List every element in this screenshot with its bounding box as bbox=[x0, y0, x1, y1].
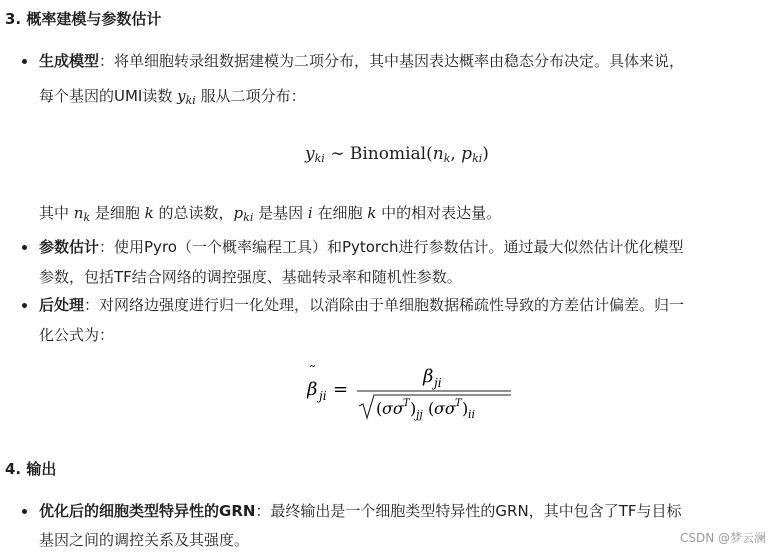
text-fragment: 其中 bbox=[39, 204, 74, 222]
bullet-output-grn bbox=[39, 501, 681, 521]
svg-text:ji: ji bbox=[434, 376, 442, 390]
bullet-dot bbox=[22, 509, 27, 514]
svg-text:σσ: σσ bbox=[382, 399, 404, 418]
svg-text:ji: ji bbox=[319, 389, 327, 403]
text-fragment: 中的相对表达量。 bbox=[376, 204, 502, 222]
text-fragment: 的总读数， bbox=[153, 204, 234, 222]
section-4-heading: 4. 输出 bbox=[5, 460, 57, 478]
bullet-text: ：对网络边强度进行归一化处理，以消除由于单细胞数据稀疏性导致的方差估计偏差。归一 bbox=[84, 296, 685, 314]
bullet-dot bbox=[22, 245, 27, 250]
bullet-generative-model-line2 bbox=[39, 86, 306, 106]
normalization-formula bbox=[307, 362, 527, 427]
bullet-text: ：使用Pyro（一个概率编程工具）和Pytorch进行参数估计。通过最大似然估计优化模型 bbox=[99, 238, 684, 256]
bullet-post-processing-line2: 化公式为： bbox=[39, 326, 115, 344]
bullet-post-processing bbox=[39, 295, 684, 315]
svg-text:σσ: σσ bbox=[434, 399, 456, 418]
bullet-label: 优化后的细胞类型特异性的GRN bbox=[39, 502, 256, 520]
watermark: CSDN @梦云澜 bbox=[679, 531, 766, 545]
svg-text:T: T bbox=[403, 398, 410, 409]
bullet-text: ：将单细胞转录组数据建模为二项分布，其中基因表达概率由稳态分布决定。具体来说， bbox=[99, 52, 685, 70]
svg-text:): ) bbox=[462, 399, 469, 418]
normalization-formula-svg bbox=[307, 362, 527, 422]
bullet-parameter-estimation bbox=[39, 237, 684, 257]
math-k: k bbox=[144, 204, 154, 222]
bullet-dot bbox=[22, 59, 27, 64]
bullet-output-grn-line2: 基因之间的调控关系及其强度。 bbox=[39, 531, 250, 549]
text-fragment: 是细胞 bbox=[90, 204, 145, 222]
svg-text:β: β bbox=[307, 379, 318, 400]
svg-text:jj: jj bbox=[416, 408, 423, 421]
svg-text:ii: ii bbox=[468, 408, 476, 421]
svg-text:(: ( bbox=[428, 399, 435, 418]
text-fragment: 在细胞 bbox=[312, 204, 368, 222]
svg-text:β: β bbox=[423, 366, 434, 387]
bullet-generative-model bbox=[39, 51, 684, 71]
bullet-parameter-estimation-line2: 参数，包括TF结合网络的调控强度、基础转录率和随机性参数。 bbox=[39, 268, 462, 286]
svg-text:(: ( bbox=[376, 399, 383, 418]
bullet-dot bbox=[22, 303, 27, 308]
section-3-heading: 3. 概率建模与参数估计 bbox=[5, 10, 162, 28]
bullet-label: 后处理 bbox=[39, 296, 85, 314]
svg-text:T: T bbox=[455, 398, 462, 409]
math-y-ki: $y_{ki}$ bbox=[177, 87, 196, 107]
math-p-ki: $p_{ki}$ bbox=[233, 204, 254, 224]
svg-text:˜: ˜ bbox=[309, 364, 316, 380]
svg-text:=: = bbox=[333, 379, 349, 400]
bullet-text: ：最终输出是一个细胞类型特异性的GRN，其中包含了TF与目标 bbox=[255, 502, 682, 520]
text-fragment: 是基因 bbox=[253, 204, 308, 222]
bullet-label: 生成模型 bbox=[39, 52, 100, 70]
formula-explanation bbox=[39, 203, 501, 223]
math-n-k: $n_k$ bbox=[73, 204, 91, 224]
svg-text:): ) bbox=[410, 399, 417, 418]
text-fragment: 每个基因的UMI读数 bbox=[39, 87, 178, 105]
text-fragment: 服从二项分布： bbox=[195, 87, 306, 105]
bullet-label: 参数估计 bbox=[39, 238, 100, 256]
math-k: k bbox=[367, 204, 377, 222]
math-i: i bbox=[307, 204, 313, 222]
binomial-formula: $y_{ki}$ ∼ $Binomial(n_k$, $p_{ki}$) bbox=[305, 144, 489, 165]
